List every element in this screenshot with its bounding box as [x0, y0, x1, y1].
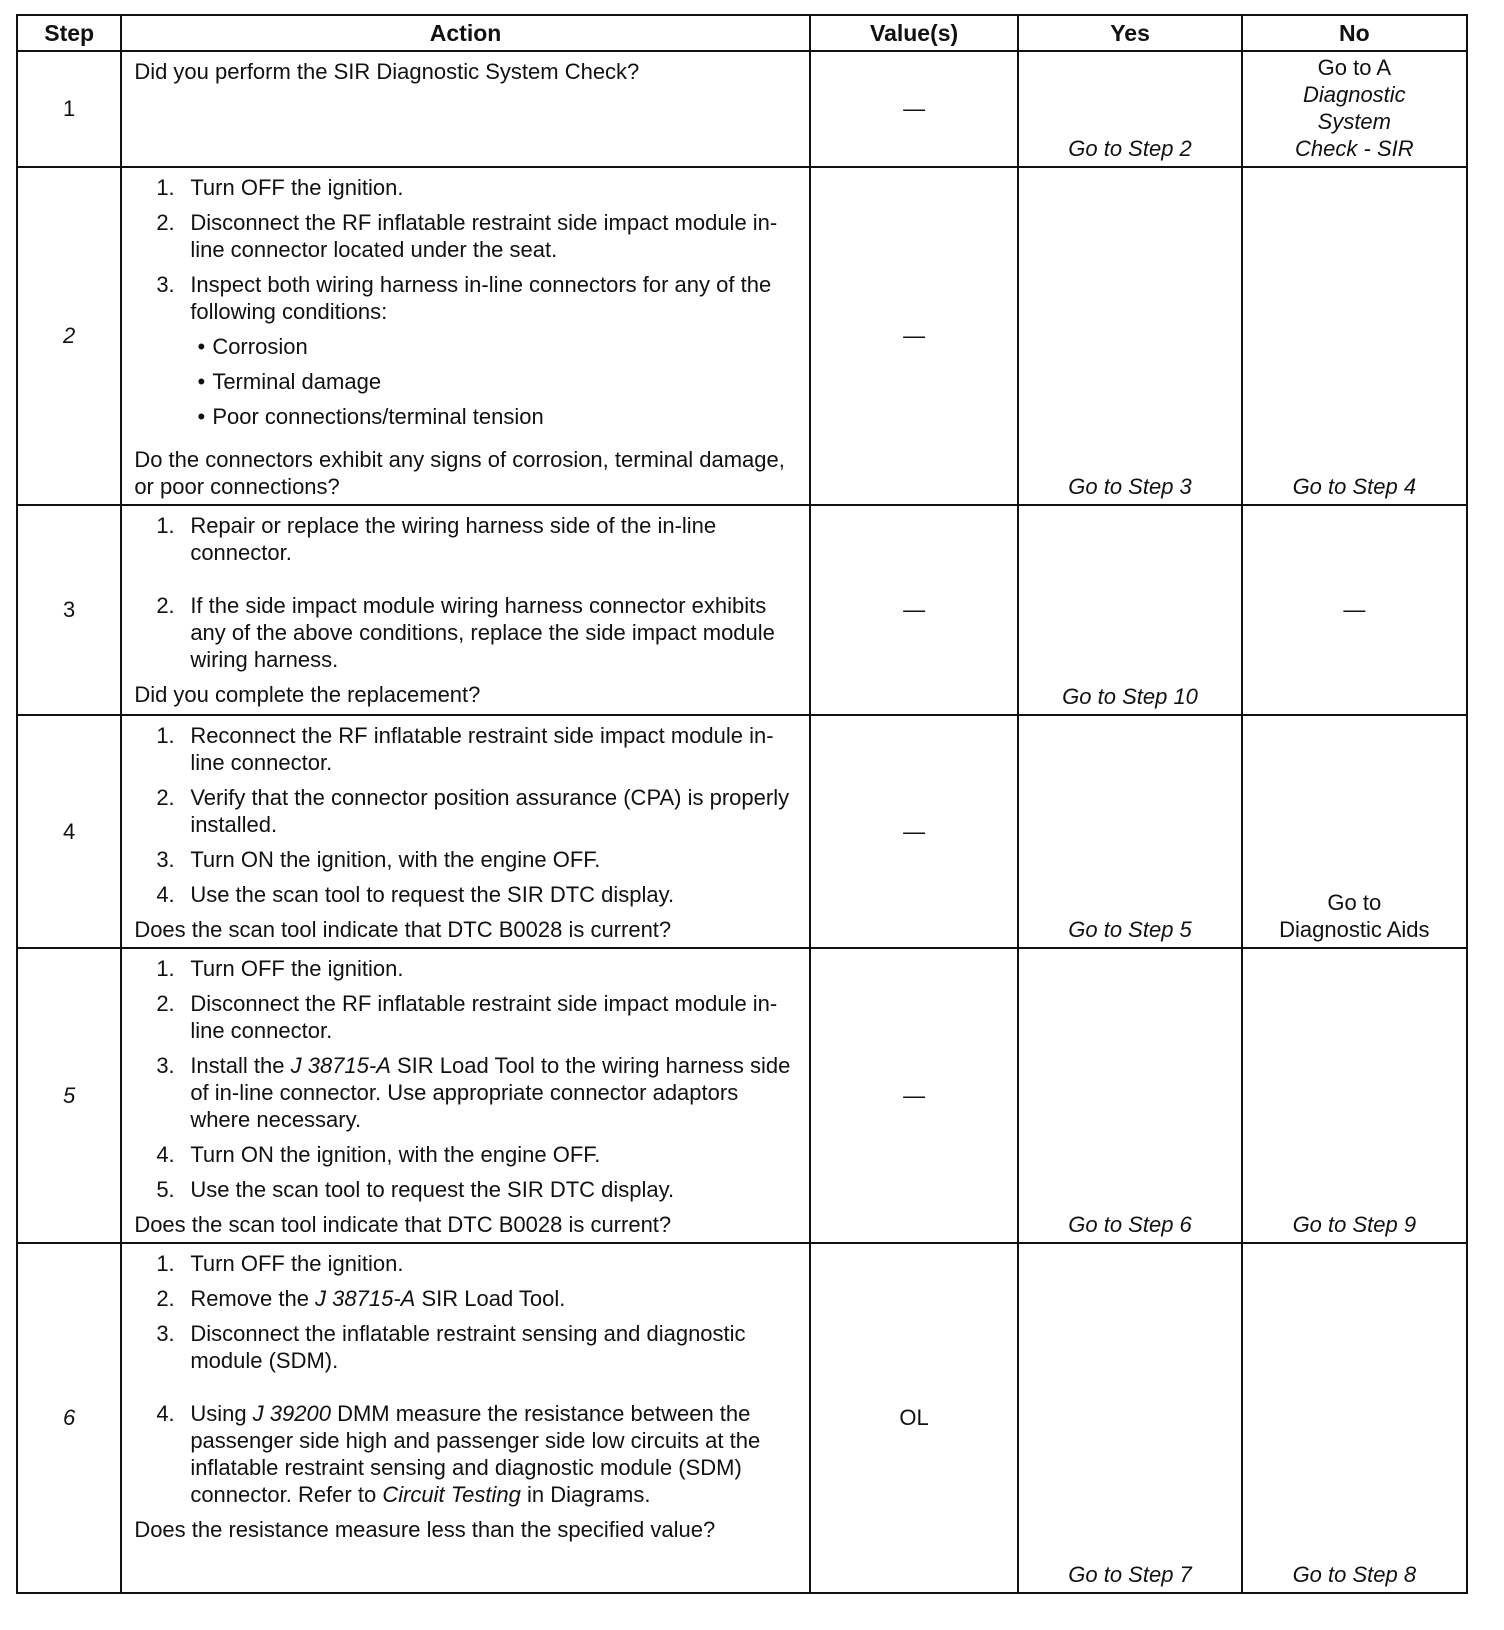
value-cell: — — [810, 715, 1019, 948]
step-number: 2 — [17, 167, 121, 505]
text-segment: Remove the — [190, 1286, 316, 1311]
action-step-text: Use the scan tool to request the SIR DTC display. — [190, 1177, 675, 1202]
action-step: 2. Remove the J 38715-A SIR Load Tool. — [156, 1285, 800, 1312]
step-number: 6 — [17, 1243, 121, 1593]
no-line: System — [1317, 109, 1391, 134]
action-step: 4. Use the scan tool to request the SIR DTC display. — [156, 881, 800, 908]
action-step-text: If the side impact module wiring harness connector exhibits any of the above conditions, replace the side impact module wiring harness. — [190, 593, 775, 672]
condition-text: Corrosion — [212, 334, 308, 359]
condition-item: • Poor connections/terminal tension — [197, 404, 544, 429]
action-step: 3. Turn ON the ignition, with the engine OFF. — [156, 846, 800, 873]
step-number: 3 — [17, 505, 121, 715]
yes-cell: Go to Step 5 — [1018, 715, 1241, 948]
text-segment: DMM measure the resistance between the passenger side high and passenger side low circuits at the inflatable restraint sensing and diagnostic module (SDM) connector. Refer to — [190, 1401, 761, 1507]
table-row-step-4 — [17, 715, 1467, 948]
table-row-step-5 — [17, 948, 1467, 1243]
no-line: Diagnostic Aids — [1279, 917, 1430, 942]
text-segment: in Diagrams. — [520, 1482, 651, 1507]
value-cell: OL — [810, 1243, 1019, 1593]
step-number: 4 — [17, 715, 121, 948]
no-cell — [1242, 715, 1467, 948]
table-row-step-2 — [17, 167, 1467, 505]
action-step: 3. Disconnect the inflatable restraint sensing and diagnostic module (SDM). — [156, 1320, 800, 1374]
step-number: 5 — [17, 948, 121, 1243]
action-question: Do the connectors exhibit any signs of corrosion, terminal damage, or poor connections? — [134, 447, 785, 499]
value-cell: — — [810, 505, 1019, 715]
no-line — [1243, 54, 1466, 81]
action-step-text: Turn OFF the ignition. — [190, 956, 404, 981]
value-cell: — — [810, 167, 1019, 505]
action-step-text: Repair or replace the wiring harness side of the in-line connector. — [190, 513, 717, 565]
yes-cell: Go to Step 2 — [1018, 51, 1241, 167]
diagnostic-table — [16, 14, 1468, 1594]
action-step: 4. Turn ON the ignition, with the engine OFF. — [156, 1141, 800, 1168]
condition-text: Poor connections/terminal tension — [212, 404, 544, 429]
action-step: 1. Turn OFF the ignition. — [156, 955, 800, 982]
action-steps — [134, 174, 800, 438]
action-step: 2. Verify that the connector position assurance (CPA) is properly installed. — [156, 784, 800, 838]
tool-reference: J 39200 — [252, 1401, 331, 1426]
action-step-text: Turn OFF the ignition. — [190, 175, 404, 200]
no-cell: Go to Step 8 — [1242, 1243, 1467, 1593]
text-segment: SIR Load Tool. — [415, 1286, 566, 1311]
action-step-text: Inspect both wiring harness in-line connectors for any of the following conditions: — [190, 272, 772, 324]
yes-cell: Go to Step 10 — [1018, 505, 1241, 715]
action-question: Does the resistance measure less than the specified value? — [134, 1517, 716, 1542]
header-row — [17, 15, 1467, 51]
header-step: Step — [17, 15, 121, 51]
yes-cell: Go to Step 6 — [1018, 948, 1241, 1243]
table-row-step-6 — [17, 1243, 1467, 1593]
no-text: Go to A — [1317, 55, 1392, 80]
action-steps — [134, 1250, 800, 1508]
action-steps — [134, 512, 800, 673]
action-cell — [121, 505, 809, 715]
no-line: Diagnostic — [1302, 82, 1406, 107]
tool-reference: J 38715-A — [315, 1286, 416, 1311]
no-line: Go to — [1327, 890, 1382, 915]
no-cell: — — [1242, 505, 1467, 715]
action-step: 5. Use the scan tool to request the SIR DTC display. — [156, 1176, 800, 1203]
action-step-text: Disconnect the RF inflatable restraint side impact module in-line connector. — [190, 991, 778, 1043]
action-cell — [121, 51, 809, 167]
no-cell: Go to Step 9 — [1242, 948, 1467, 1243]
header-values: Value(s) — [810, 15, 1019, 51]
action-step-text: Use the scan tool to request the SIR DTC display. — [190, 882, 675, 907]
condition-item: • Terminal damage — [197, 369, 382, 394]
action-step: 4. Using J 39200 DMM measure the resistance between the passenger side high and passenger side low circuits at the inflatable restraint sensing and diagnostic module (SDM) connector. Refer to Circuit Testing in Diagrams. — [156, 1400, 800, 1508]
action-step: 1. Turn OFF the ignition. — [156, 1250, 800, 1277]
action-step: 2. Disconnect the RF inflatable restraint side impact module in-line connector. — [156, 990, 800, 1044]
action-step-text: Turn ON the ignition, with the engine OFF. — [190, 847, 601, 872]
action-step: 3. Inspect both wiring harness in-line connectors for any of the following conditions: • Corrosion • Terminal damage • Poor connections/terminal tension — [156, 271, 800, 438]
action-steps — [134, 955, 800, 1203]
action-steps — [134, 722, 800, 908]
action-question: Does the scan tool indicate that DTC B0028 is current? — [134, 1212, 672, 1237]
action-cell — [121, 167, 809, 505]
action-step: 3. Install the J 38715-A SIR Load Tool to the wiring harness side of in-line connector. Use appropriate connector adaptors where necessary. — [156, 1052, 800, 1133]
action-step-text: Disconnect the RF inflatable restraint side impact module in-line connector located under the seat. — [190, 210, 778, 262]
action-step: 2. Disconnect the RF inflatable restraint side impact module in-line connector located under the seat. — [156, 209, 800, 263]
action-step-text — [190, 1052, 800, 1133]
action-question: Did you perform the SIR Diagnostic System Check? — [134, 59, 640, 84]
document-reference: Circuit Testing — [382, 1482, 521, 1507]
action-step: 1. Repair or replace the wiring harness side of the in-line connector. — [156, 512, 800, 566]
text-segment: Install the — [190, 1053, 291, 1078]
value-cell: — — [810, 51, 1019, 167]
no-line: Check - SIR — [1295, 136, 1414, 161]
action-cell — [121, 715, 809, 948]
action-step-text: Turn OFF the ignition. — [190, 1251, 404, 1276]
action-step-text: Turn ON the ignition, with the engine OFF. — [190, 1142, 601, 1167]
text-segment: SIR Load Tool to the wiring harness side of in-line connector. Use appropriate connector adaptors where necessary. — [190, 1053, 791, 1132]
table-row-step-3 — [17, 505, 1467, 715]
action-step: 1. Reconnect the RF inflatable restraint side impact module in-line connector. — [156, 722, 800, 776]
action-step-text: Disconnect the inflatable restraint sensing and diagnostic module (SDM). — [190, 1321, 746, 1373]
action-step-text: Reconnect the RF inflatable restraint side impact module in-line connector. — [190, 723, 774, 775]
step-number: 1 — [17, 51, 121, 167]
value-cell: — — [810, 948, 1019, 1243]
no-cell — [1242, 51, 1467, 167]
yes-cell: Go to Step 3 — [1018, 167, 1241, 505]
action-step: 1. Turn OFF the ignition. — [156, 174, 800, 201]
action-step-text — [190, 1400, 800, 1508]
condition-text: Terminal damage — [212, 369, 382, 394]
table-row-step-1 — [17, 51, 1467, 167]
action-step: 2. If the side impact module wiring harness connector exhibits any of the above conditions, replace the side impact module wiring harness. — [156, 592, 800, 673]
header-no: No — [1242, 15, 1467, 51]
condition-list — [190, 333, 800, 430]
yes-cell: Go to Step 7 — [1018, 1243, 1241, 1593]
condition-item: • Corrosion — [197, 334, 308, 359]
no-cell: Go to Step 4 — [1242, 167, 1467, 505]
header-yes: Yes — [1018, 15, 1241, 51]
action-cell — [121, 1243, 809, 1593]
action-question: Does the scan tool indicate that DTC B0028 is current? — [134, 917, 672, 942]
action-step-text — [190, 1285, 800, 1312]
header-action: Action — [121, 15, 809, 51]
action-step-text: Verify that the connector position assurance (CPA) is properly installed. — [190, 785, 790, 837]
tool-reference: J 38715-A — [290, 1053, 391, 1078]
action-cell — [121, 948, 809, 1243]
action-question: Did you complete the replacement? — [134, 682, 481, 707]
text-segment: Using — [190, 1401, 253, 1426]
